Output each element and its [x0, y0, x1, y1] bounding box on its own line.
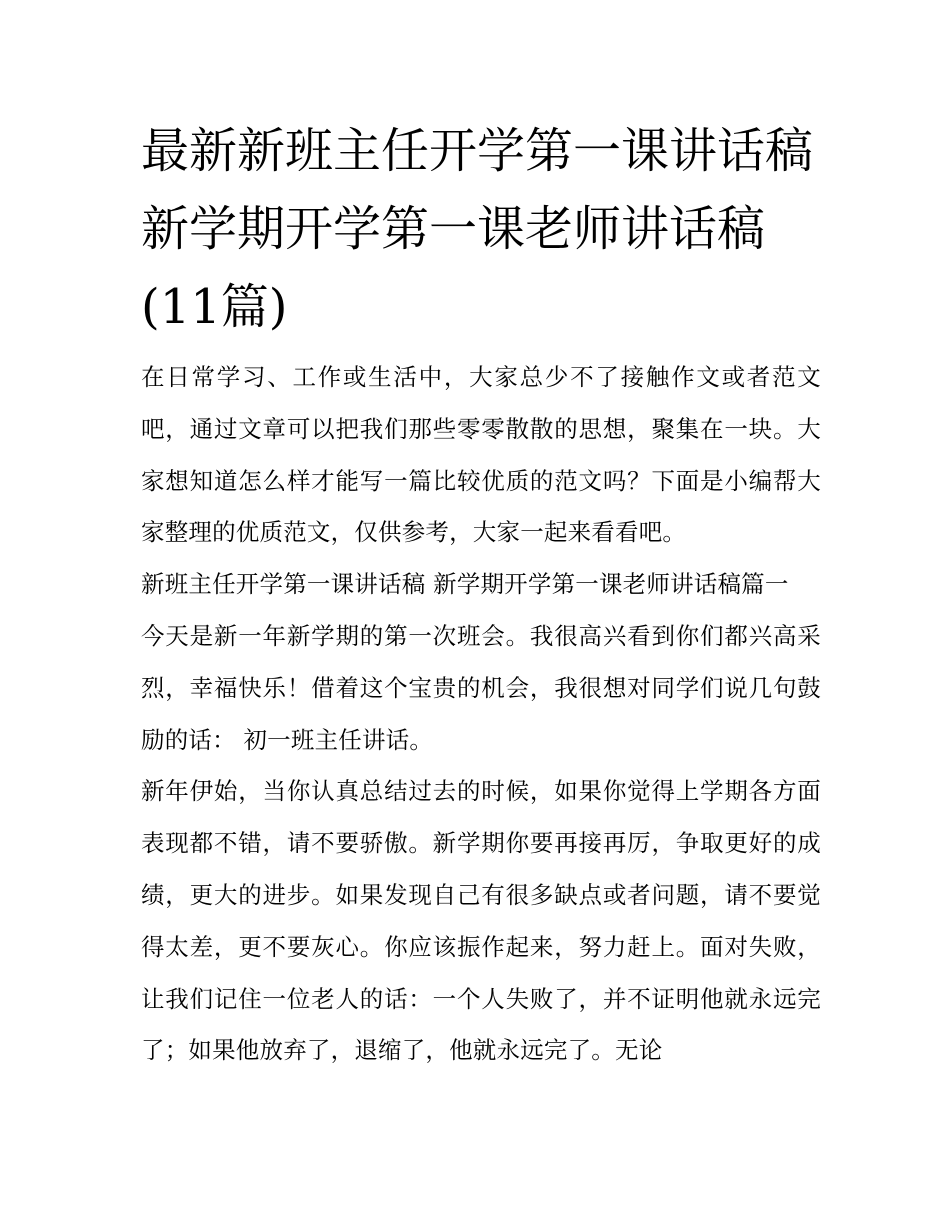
- body-paragraph: 今天是新一年新学期的第一次班会。我很高兴看到你们都兴高采烈，幸福快乐！借着这个宝贵的机会，我很想对同学们说几句鼓励的话： 初一班主任讲话。: [141, 621, 821, 754]
- document-title: 最新新班主任开学第一课讲话稿 新学期开学第一课老师讲话稿(11篇): [141, 123, 814, 335]
- section-heading: 新班主任开学第一课讲话稿 新学期开学第一课老师讲话稿篇一: [141, 570, 789, 599]
- document-body: [141, 352, 821, 1077]
- document-content: [141, 112, 821, 1077]
- body-paragraph: 新年伊始，当你认真总结过去的时候，如果你觉得上学期各方面表现都不错，请不要骄傲。新学期你要再接再厉，争取更好的成绩，更大的进步。如果发现自己有很多缺点或者问题，请不要觉得太差，更不要灰心。你应该振作起来，努力赶上。面对失败，让我们记住一位老人的话：一个人失败了，并不证明他就永远完了；如果他放弃了，退缩了，他就永远完了。无论: [141, 777, 821, 1065]
- intro-paragraph: 在日常学习、工作或生活中，大家总少不了接触作文或者范文吧，通过文章可以把我们那些零零散散的思想，聚集在一块。大家想知道怎么样才能写一篇比较优质的范文吗？下面是小编帮大家整理的优质范文，仅供参考，大家一起来看看吧。: [141, 363, 821, 547]
